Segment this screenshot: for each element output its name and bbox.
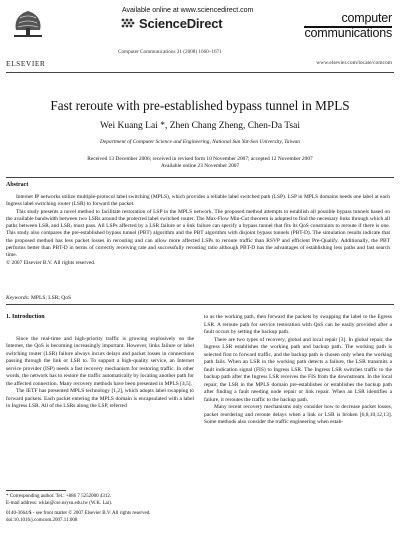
right-column	[204, 314, 392, 427]
received-dates: Received 13 December 2006; received in revised form 10 November 2007; accepted 12 November 2007	[87, 156, 313, 162]
sciencedirect-wordmark: ScienceDirect	[139, 15, 223, 31]
left-column	[6, 314, 194, 411]
journal-logo-line2: communications	[304, 25, 392, 40]
journal-citation: Computer Communications 31 (2008) 1660–1671	[118, 49, 222, 55]
front-matter	[6, 511, 194, 524]
abstract-paragraph: This study presents a novel method to facilitate restoration of LSP in the MPLS network. The proposed method attempts to establish all possible bypass tunnels based on the available bandwidth between two LSRs around the protected label switched router. The Max-Flow Min-Cut theorem is adopted to find the necessary links through which all paths between LSRᵢ and LSRⱼ must pass. All LSPs affected by a LSR failure or a link failure can specify a bypass tunnel that fits its QoS constraints to reroute if there is one. This study also compares the pre-established bypass tunnel (PBT) algorithm and the PBT algorithm with disjoint bypass tunnels (PBT-D). The simulation results indicate that the proposed method has less packet losses in rerouting and can allow more affected LSPs to reroute traffic than RSVP and efficient Pre-Qualify. Additionally, the PBT performs better than PBT-D in terms of correctly receiving rate and successfully rerouting ratio although PBT-D has the advantages of establishing less paths and fast search time.	[6, 208, 390, 259]
body-paragraph: There are two types of recovery, global and local repair [3]. In global repair, the Ingress LSR establishes the working path and backup path. The working path is selected first to forward traffic, and the backup path is chosen only when the working path fails. When an LSR in the working path detects a failure, the LSR transmits a fault indication signal (FIS) to Ingress LSR. The Ingress LSR switches traffic to the backup path after the Ingress LSR receives the FIS from the downstream. In the local repair, the LSR in the MPLS domain pre-establishes or establishes the backup path after finding a fault needing node repair or link repair. When an LSR identifies a failure, it reroutes the traffic to the backup path.	[204, 336, 392, 403]
author-email[interactable]: E-mail address: wklai@cse.nsysu.edu.tw (W.K. Lai).	[6, 500, 113, 506]
abstract-body	[6, 194, 390, 267]
body-paragraph: Many recent recovery mechanisms only consider how to decrease packet losses, packet reordering and reroute delays when a link or LSR is broken [6,8,10,12,13]. Some methods also consider the traffic engineering when estab-	[204, 404, 392, 425]
elsevier-tree-logo-icon	[10, 8, 46, 38]
abstract-bottom-divider	[6, 304, 394, 305]
sciencedirect-brand	[120, 15, 222, 31]
sciencedirect-logo-icon	[120, 17, 136, 29]
header-divider	[6, 72, 394, 73]
abstract-top-divider	[6, 177, 394, 178]
section-heading: 1. Introduction	[6, 314, 45, 320]
article-authors: Wei Kuang Lai *, Zhen Chang Zheng, Chen-Da Tsai	[100, 121, 300, 131]
keywords-list: MPLS; LSR; QoS	[31, 295, 72, 301]
abstract-paragraph: Internet IP networks utilize multiple-protocol label switching (MPLS), which provides a reliable label switched path (LSP). LSP in MPLS domains needs one label at each Ingress label switching router (LSR) to forward the packet.	[6, 194, 390, 208]
issn-line: 0140-3664/$ - see front matter © 2007 Elsevier B.V. All rights reserved.	[6, 511, 151, 516]
journal-logo	[304, 13, 392, 39]
article-affiliation: Department of Computer Science and Engineering, National Sun Yat-Sen University, Taiwan	[100, 139, 300, 145]
article-title: Fast reroute with pre-established bypass tunnel in MPLS	[50, 98, 350, 113]
body-paragraph: to as the working path, then forward the packets by swapping the label to the Egress LSR. A reroute path for service restoration with QoS can be easily provided after a fault occurs by setting the backup path.	[204, 314, 392, 335]
doi-line[interactable]: doi:10.1016/j.comcom.2007.11.008	[6, 517, 78, 523]
article-dates	[0, 156, 400, 170]
journal-url-link[interactable]: www.elsevier.com/locate/comcom	[316, 60, 392, 66]
body-paragraph: The IETF has presented MPLS technology [1,2], which adopts label swapping to forward packets. Each packet entering the MPLS domain is encapsulated with a label in Ingress LSR. All of the LSRs along the LSP, referred	[6, 388, 194, 409]
keywords	[6, 295, 71, 301]
available-online-date: Available online 23 November 2007	[160, 163, 240, 169]
abstract-heading: Abstract	[6, 182, 29, 188]
publisher-name: ELSEVIER	[6, 59, 46, 68]
available-online-text: Available online at www.sciencedirect.com	[122, 7, 254, 14]
body-paragraph: Since the real-time and high-priority traffic is growing explosively on the Internet, the QoS is becoming increasingly important. However, links failure or label switching router (LSR) failure always incurs delays and packet losses in connections passing through the link or LSR to. To support a high-quality service, an Internet service provider (ISP) needs a fast recovery mechanism for restoring traffic. In other words, the network has to restore the traffic automatically by locating another path for the affected connection. Many recovery methods have been presented in MPLS [4,5].	[6, 335, 194, 387]
keywords-label: Keywords:	[6, 295, 30, 301]
corresponding-author: * Corresponding author. Tel.: +886 7 5252000 4312.	[6, 494, 112, 499]
footnote	[6, 494, 194, 507]
footnote-divider	[6, 490, 66, 491]
journal-logo-line1: computer	[341, 11, 392, 25]
abstract-copyright: © 2007 Elsevier B.V. All rights reserved.	[6, 259, 96, 266]
journal-header	[0, 0, 400, 84]
